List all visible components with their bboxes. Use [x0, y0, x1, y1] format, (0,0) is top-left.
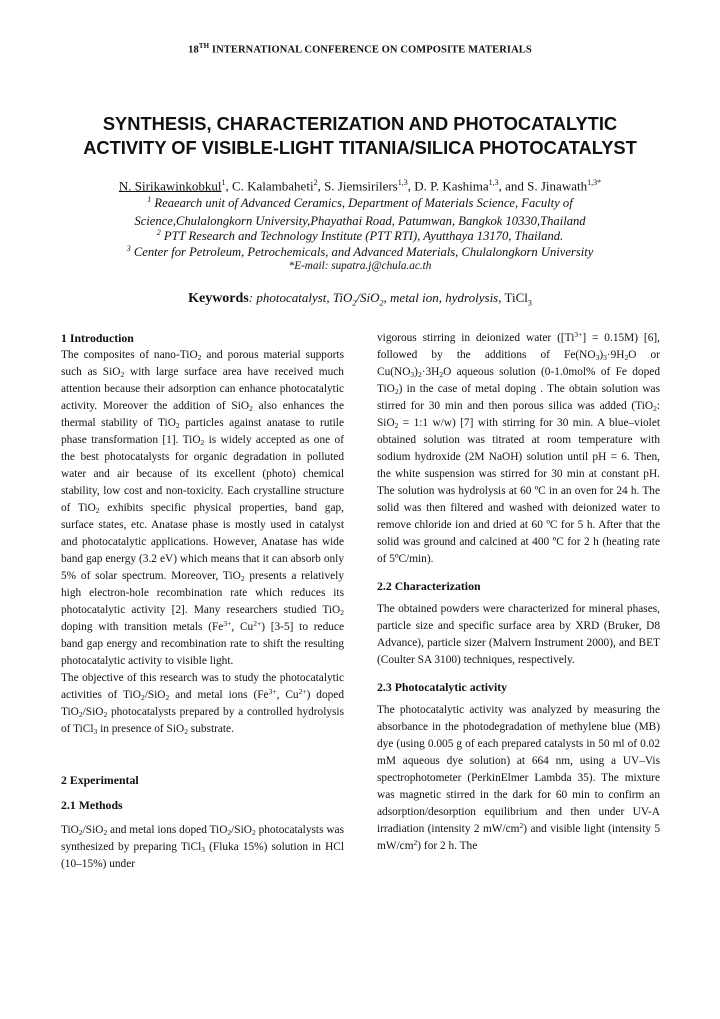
affiliation-1-line-1: Reaearch unit of Advanced Ceramics, Department of Materials Science, Faculty of	[151, 196, 573, 211]
text-run: 3	[201, 845, 205, 854]
affiliation-3-text: Center for Petroleum, Petrochemicals, and Advanced Materials, Chulalongkorn University	[130, 245, 594, 260]
author-2-affil: 2	[313, 178, 318, 187]
text-run: ) [3-5] to reduce band gap energy and recombination rate to shift the resulting photocatalytic activity to visible light.	[61, 621, 345, 667]
keywords-text-3: , metal ion, hydrolysis	[383, 290, 499, 305]
text-run: presents a relatively high electron-hole recombination rate which reduces its photocatalytic activity [2]. Many researchers studied TiO	[61, 570, 344, 616]
corresponding-email: *E-mail: supatra.j@chula.ac.th	[288, 260, 432, 272]
affiliation-2-number: 2	[156, 228, 161, 237]
text-run: /SiO	[231, 824, 252, 836]
text-run: and porous material supports such as SiO	[61, 349, 344, 378]
text-run: 2	[197, 353, 202, 362]
text-run: ] = 0.15M) [6], followed by the additions of Fe(NO	[377, 332, 660, 361]
photocatalytic-heading: 2.3 Photocatalytic activity	[377, 680, 508, 694]
text-run: 2+	[298, 687, 307, 696]
text-run: 2	[78, 828, 83, 837]
text-run: ) in the case of metal doping . The obtain solution was stirred for 30 min and then porous silica was added (TiO	[377, 383, 660, 412]
text-run: 2	[413, 838, 418, 847]
keywords	[40, 290, 680, 308]
text-run: 2	[184, 727, 188, 736]
author-4-affil: 1,3	[488, 178, 499, 187]
text-run: also enhances the thermal stability of TiO	[61, 400, 344, 429]
keywords-text-1: : photocatalyst, TiO	[248, 290, 353, 305]
title-line-2: ACTIVITY OF VISIBLE-LIGHT TITANIA/SILICA PHOTOCATALYST	[83, 137, 637, 158]
text-run: 2	[120, 370, 125, 379]
author-4: , D. P. Kashima	[407, 178, 489, 194]
text-run: 3	[410, 370, 415, 379]
keywords-sub-3: 3	[527, 298, 532, 308]
text-run: 2	[200, 438, 205, 447]
photocatalytic-paragraph	[377, 702, 660, 855]
text-run: photocatalysts prepared by a controlled hydrolysis of TiCl	[61, 706, 344, 735]
right-column	[377, 330, 660, 855]
text-run: 2	[340, 608, 344, 617]
text-run: ) for 2 h. The	[417, 840, 478, 852]
text-run: /SiO	[82, 706, 104, 718]
characterization-paragraph: The obtained powders were characterized for mineral phases, particle size and specific surface area by XRD (Bruker, D8 Advance), particle sizer (Malvern Instrument 2000), and BET (Coulter SA 3100) techniques, respectively.	[377, 603, 660, 666]
author-5: , and S. Jinawath	[498, 178, 588, 194]
text-run: /SiO	[82, 824, 104, 836]
characterization-heading: 2.2 Characterization	[377, 579, 481, 593]
text-run: 2+	[253, 619, 262, 628]
text-run: 2	[140, 693, 145, 702]
text-run: )	[599, 349, 604, 361]
text-run: 2	[227, 828, 232, 837]
paper-title	[40, 112, 680, 160]
author-1-affil: 1	[221, 178, 226, 187]
text-run: 2	[251, 828, 256, 837]
text-run: in presence of SiO	[97, 723, 185, 735]
left-column	[61, 330, 344, 873]
text-run: The objective of this research was to study the photocatalytic activities of TiO	[61, 672, 344, 701]
text-run: : SiO	[377, 400, 660, 429]
introduction-paragraph-1	[61, 347, 344, 670]
text-run: = 1:1 w/w) [7] with stirring for 30 min. A blue–violet obtained solution was titrated at room temperature with sodium hydroxide (2M NaOH) solution until pH = 6. Then, the white suspension was stirred for 30 min at constant pH. The solution was hydrolysis at 60 ºC in an oven for 24 h. The solid was then filtered and washed with deionized water to remove chloride ion and dried at 60 ºC for 5 h. After that the solid was ground and calcined at 400 ºC for 2 h (heating rate of 5ºC/min).	[377, 417, 660, 565]
text-run: , Cu	[231, 621, 254, 633]
affiliation-3-number: 3	[126, 244, 131, 253]
text-run: vigorous stirring in deionized water ([Ti	[377, 332, 575, 344]
introduction-paragraph-2	[61, 670, 344, 738]
text-run: O or Cu(NO	[377, 349, 660, 378]
author-1: N. Sirikawinkobkul	[118, 178, 222, 194]
affiliation-1-line-2: Science,Chulalongkorn University,Phayathai Road, Patumwan, Bangkok 10330,Thailand	[134, 214, 586, 229]
text-run: ) and visible light (intensity 5 mW/cm	[377, 823, 660, 852]
text-run: O aqueous solution (0-1.0mol% of Fe doped TiO	[377, 366, 660, 395]
affiliation-2-text: PTT Research and Technology Institute (PTT RTI), Ayutthaya 13170, Thailand.	[160, 229, 564, 244]
text-run: 3	[93, 727, 98, 736]
author-2: , C. Kalambaheti	[225, 178, 314, 194]
text-run: TiO	[61, 824, 79, 836]
text-run: The composites of nano-TiO	[61, 349, 198, 361]
text-run: 3	[603, 353, 607, 362]
keywords-sub-1: 2	[352, 298, 357, 308]
text-run: , Cu	[276, 689, 299, 701]
text-run: substrate.	[187, 723, 234, 735]
text-run: )	[414, 366, 418, 378]
author-3-affil: 1,3	[397, 178, 408, 187]
affiliation-1-number: 1	[147, 195, 152, 204]
text-run: photocatalysts was synthesized by preparing TiCl	[61, 824, 344, 853]
text-run: 3+	[223, 619, 232, 628]
keywords-sub-2: 2	[379, 298, 384, 308]
text-run: The photocatalytic activity was analyzed by measuring the absorbance in the photodegradation of methylene blue (MB) dye (using 0.005 g of each prepared catalysts in 50 ml of 0.02 mM aqueous dye solution) at 664 nm, using a UV–Vis spectrophotometer (PerkinElmer Lambda 35). The mixture was magnetic stirred in the dark for 60 min to confirm an adsorption/desorption equilibrium and then under UV-A irradiation (intensity 2 mW/cm	[377, 704, 660, 835]
header-number: 18	[188, 44, 199, 56]
text-run: 2	[165, 693, 170, 702]
text-run: 2	[417, 370, 422, 379]
text-run: 2	[439, 370, 444, 379]
text-run: with large surface area have received much attention because their adsorption can enhance photocatalytic activity. Moreover the addition of SiO	[61, 366, 344, 412]
text-run: 2	[394, 421, 399, 430]
text-run: exhibits specific physical properties, band gap, surface states, etc. Anatase phase is mostly used in catalyst and photocatalytic applications. However, Anatase has wide band gap energy (3.2 eV) which means that it can absorb only 5% of solar spectrum. Moreover, TiO	[61, 502, 344, 582]
experimental-heading: 2 Experimental	[61, 773, 139, 787]
text-run: 2	[175, 421, 180, 430]
header-superscript: TH	[198, 42, 210, 50]
text-run: 2	[394, 387, 399, 396]
text-run: ·3H	[421, 366, 440, 378]
text-run: (Fluka 15%) solution in HCl (10–15%) under	[61, 841, 344, 870]
introduction-heading: 1 Introduction	[61, 331, 134, 345]
keywords-text-4: , TiCl	[498, 290, 528, 305]
text-run: ·9H	[606, 349, 625, 361]
text-run: particles against anatase to rutile phase transformation [1]. TiO	[61, 417, 344, 446]
author-3: , S. Jiemsirilers	[317, 178, 398, 194]
methods-paragraph-continued	[377, 330, 660, 568]
text-run: 3	[595, 353, 600, 362]
text-run: 2	[249, 404, 253, 413]
text-run: /SiO	[144, 689, 166, 701]
text-run: ) doped TiO	[61, 689, 344, 718]
text-run: 2	[103, 710, 108, 719]
title-line-1: SYNTHESIS, CHARACTERIZATION AND PHOTOCATALYTIC	[102, 113, 618, 134]
methods-heading: 2.1 Methods	[61, 798, 123, 812]
text-run: and metal ions doped TiO	[107, 824, 228, 836]
keywords-text-2: /SiO	[356, 290, 380, 305]
text-run: 2	[519, 821, 524, 830]
header-text: INTERNATIONAL CONFERENCE ON COMPOSITE MATERIALS	[209, 44, 532, 56]
keywords-label: Keywords	[188, 291, 249, 306]
author-5-affil: 1,3*	[587, 178, 602, 187]
text-run: 2	[653, 404, 657, 413]
text-run: 2	[95, 506, 100, 515]
text-run: 3+	[574, 330, 583, 339]
text-run: 2	[103, 828, 108, 837]
text-run: 2	[624, 353, 629, 362]
text-run: is widely accepted as one of the best photocatalysts for organic degradation in polluted water and air because of its excellent (photo) chemical stability, low cost and non-toxicity. Each crystalline structure of TiO	[61, 434, 344, 514]
text-run: 2	[240, 574, 245, 583]
text-run: doping with transition metals (Fe	[61, 621, 224, 633]
conference-header	[0, 42, 720, 56]
methods-paragraph	[61, 822, 344, 873]
text-run: and metal ions (Fe	[169, 689, 269, 701]
text-run: 2	[78, 710, 83, 719]
text-run: 3+	[268, 687, 277, 696]
